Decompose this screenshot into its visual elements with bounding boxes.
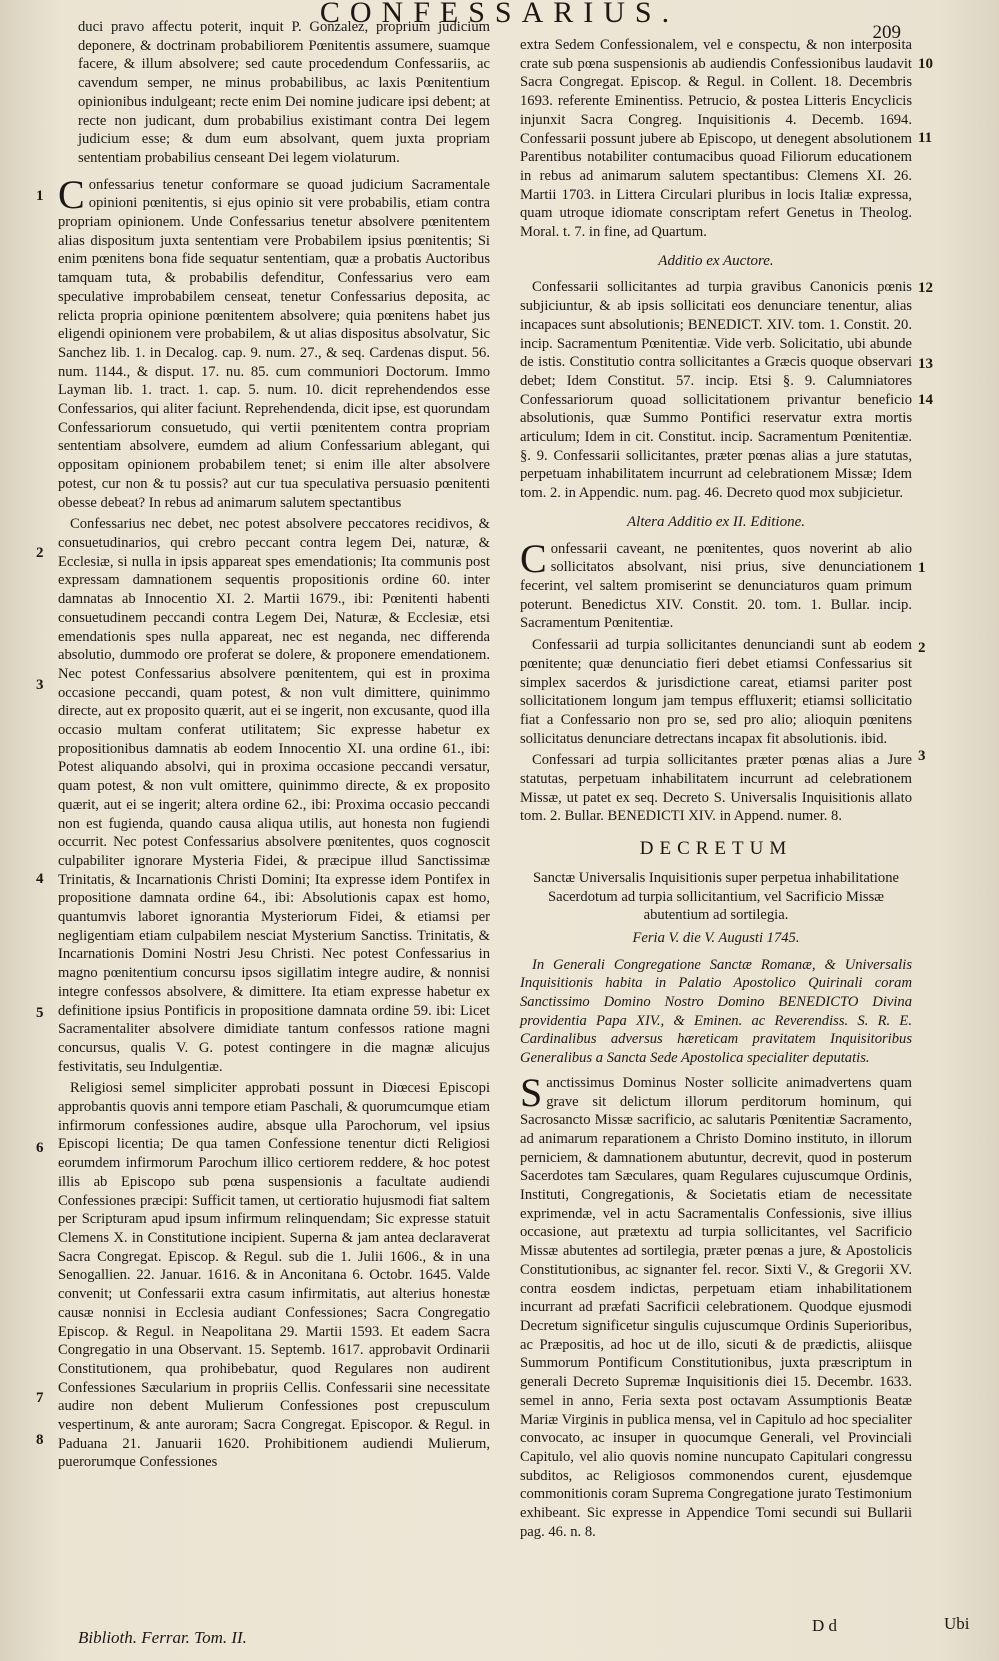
margin-number: 14 <box>918 392 933 408</box>
left-paragraph-1-text: onfessarius tenetur conformare se quoad judicium Sacramentale opinioni pœnitentis, si ejus opinio sit vere probabilis, etiam contra propriam opinionem. Unde Confessarius tenetur absolvere pœnitentem alias dispositum juxta sententiam vere Probabilem ipsius pœnitentis; Si enim pœnitens bona fide sequatur sententiam, quæ a probatis Auctoribus tamquam tuta, & probabilis defenditur, Confessarius vero eam speculative improbabilem censeat, tenetur Confessarius deposita, ac relicta propria opinione pœnitentem absolvere; quia pœnitens habet jus eligendi opinionem vere probabilem, & ut alias dispositus absolvatur, Sic Sanchez lib. 1. in Decalog. cap. 9. num. 27., & seq. Cardenas disput. 56. num. 1144., & disput. 17. nu. 85. cum communiori Doctorum. Immo Layman lib. 1. tract. 1. cap. 5. num. 10. dicit reprehendendos esse Confessarios, qui aliter faciunt. Reprehendenda, dicit ipse, est quorundam Confessariorum consuetudo, qui vertii pœnitentem contra propriam sententiam absolvere, eumdem ad alium Confessarium ablegant, qui oppositam opinionem probabilem tenet; si enim ille alter absolvere potest, cur non & tu possis? aut cur tua speculativa persuasio pœnitenti obesse debeat? In rebus ad animarum salutem spectantibus <box>58 176 490 511</box>
additio-paragraph: Confessarii sollicitantes ad turpia gravibus Canonicis pœnis subjiciuntur, & ab ipsis sollicitati eos denunciare tenentur, alias incapaces sunt absolutionis; BENEDICT. XIV. tom. 1. Constit. 20. incip. Sacramentum Pœnitentiæ. Vide verb. Solicitatio, ubi abunde de istis. Constitutio contra sollicitantes a Græcis quoque observari debet; Idem Constitut. 57. incip. Etsi §. 9. Calumniatores Confessariorum quoad sollicitationem privantur beneficio absolutionis, quæ Summo Pontifici reservatur extra mortis articulum; Idem in cit. Constitut. incip. Sacramentum Pœnitentiæ. §. 9. Confessarii sollicitantes, præter pœnas alias a jure statutas, perpetuam inhabilitatem incurrunt ad celebrationem Missæ; Idem tom. 2. in Appendic. num. pag. 46. Decreto quod mox subjicietur. <box>520 279 912 502</box>
left-paragraph-3: Religiosi semel simpliciter approbati possunt in Diœcesi Episcopi approbantis quovis anni tempore etiam Paschali, & quorumcumque etiam infirmorum confessiones audire, absque ulla Parochorum, vel ipsius Episcopi licentia; De qua tamen Confessione tenentur dicti Religiosi eorumdem infirmorum Parochum illico certiorem reddere, & hoc potest illis ab Episcopo sub pœna suspensionis a facultate audiendi Confessiones præcipi: Sufficit tamen, ut certioratio hujusmodi fiat saltem per Scripturam apud ipsum infirmum relinquendam; Sic expresse statuit Clemens X. in Constitutione incipient. Superna & jam antea declaraverat Sacra Congregat. Episcop. & Regul. sub die 1. Julii 1606., & in una Senogallien. 22. Januar. 1616. & in Anconitana 6. Octobr. 1645. Valde convenit; ut Confessarii extra casum infirmitatis, aut alterius honestæ causæ nonnisi in Ecclesia audiant Confessiones; Sacra Congregatio Episcop. & Regul. in Neapolitana 29. Martii 1593. Et eadem Sacra Congregatio in una Observant. 15. Septemb. 1617. approbavit Ordinarii Constitutionem, qua prohibebatur, quod Regulares non audirent Confessiones Sæcularium in propriis Cellis. Confessarii sine necessitate audire non debent Mulierum Confessiones post crepusculum vespertinum, & ante auroram; Sacra Congregat. Episcopor. & Regul. in Paduana 21. Januarii 1620. Prohibitionem audiendi Mulierum, puerorumque Confessiones <box>58 1080 490 1471</box>
library-mark: Biblioth. Ferrar. Tom. II. <box>78 1628 247 1647</box>
margin-number: 3 <box>918 748 926 764</box>
margin-number: 11 <box>918 130 933 146</box>
left-column <box>58 12 490 1475</box>
margin-number: 1 <box>36 188 44 204</box>
margin-number: 1 <box>918 560 926 576</box>
margin-number: 8 <box>36 1432 44 1448</box>
left-intro-paragraph: duci pravo affectu poterit, inquit P. Gonzalez, proprium judicium deponere, & doctrinam probabiliorem Pœnitentis assumere, suamque facere, & illum absolvere; sed caute procedendum Confessariis, ac cavendum semper, ne minus probabilibus, ac laxis Pœnitentium opinionibus indulgeant; recte enim Dei nomine judicare ipsi debent; at recte non judicant, dum probabilius existimant contra Dei legem judicium esse; & dum eum absolvant, quem juxta propriam sententiam probabilius censeant Dei legem violaturum. <box>78 19 490 166</box>
margin-number: 2 <box>918 640 926 656</box>
drop-cap-c: C <box>520 535 547 581</box>
page-number: 209 <box>872 22 901 43</box>
page-title: CONFESSARIUS. <box>319 0 680 29</box>
margin-number: 5 <box>36 1005 44 1021</box>
altera-additio-paragraph-2: Confessarii ad turpia sollicitantes denunciandi sunt ab eodem pœnitente; quæ denunciatio fieri debet etiamsi Confessarius sit simplex sacerdos & jurisdictione careat, etiamsi pariter post sollicitationem longum jam tempus effluxerit; etiamsi sollicitatio fiat a Confessario non pro se, sed pro alio; alioquin pœnitens sollicitatus denunciare detrectans incapax fit absolutionis. ibid. <box>520 637 912 747</box>
margin-number: 4 <box>36 871 44 887</box>
left-paragraph-2: Confessarius nec debet, nec potest absolvere peccatores recidivos, & consuetudinarios, qui crebro peccant contra legem Dei, naturæ, & Ecclesiæ, si nulla in ipsis appareat spes emendationis; Ita communis post expressam damnationem sequentis propositionis ordine 60. inter damnatas ab Innocentio XI. 2. Martii 1679., ibi: Pœnitenti habenti consuetudinem peccandi contra Legem Dei, Naturæ, & Ecclesiæ, etsi emendationis spes nulla appareat, nec est neganda, nec differenda absolutio, dummodo ore proferat se dolere, & proponere emendationem. Nec potest Confessarius absolvere pœnitentem, qui est in proxima occasione peccandi, quam potest, & non vult dimittere, quinimmo directe, aut ex proposito quærit, aut ei se ingerit, non excusante, quod illa occasio multam conferat utilitatem; Sic expresse habetur ex propositionibus damnatis ab eodem Innocentio XI. una ordine 61., ibi: Potest aliquando absolvi, qui in proxima occasione peccandi versatur, quam potest, & non vult omittere, quinimmo directe, & ex proposito quærit, aut ei se ingerit; altera ordine 62., ibi: Proxima occasio peccandi non est fugienda, quando causa aliqua utilis, aut honesta non fugiendi occurrit. Nec potest Confessarius absolvere pœnitentes, quos cognoscit culpabiliter ignorare Mysteria Fidei, & præcipue illud Sanctissimæ Trinitatis, & Incarnationis Christi Domini; Ita expresse idem Pontifex in propositione damnata ordine 64., ibi: Absolutionis capax est homo, quantumvis laboret ignorantia Mysteriorum Fidei, & etiamsi per negligentiam etiam culpabilem nesciat Mysterium Sanctiss. Trinitatis, & Incarnationis Domini Nostri Jesu Christi. Nec potest Confessarius in magno pœnitentium concursu ipsos sigillatim integre audire, & nonnisi integre confessos absolvere, & dimittere. Ita etiam expresse habetur ex definitione ipsius Pontificis in propositione damnata ordine 59. ibi: Licet Sacramentaliter absolvere dimidiate tantum confessos ratione magni concursus, qualis V. G. potest contingere in die magnæ alicujus festivitatis, seu Indulgentiæ. <box>58 516 490 1075</box>
drop-cap-c: C <box>58 171 85 217</box>
decree-date-text: Feria V. die V. Augusti 1745. <box>632 929 800 946</box>
margin-number: 7 <box>36 1390 44 1406</box>
margin-number: 10 <box>918 56 933 72</box>
decretum-title: DECRETUM <box>639 838 793 860</box>
margin-number: 3 <box>36 677 44 693</box>
margin-number: 6 <box>36 1140 44 1156</box>
catchword: Ubi <box>944 1614 970 1633</box>
margin-number: 2 <box>36 545 44 561</box>
decree-date <box>520 929 912 948</box>
section-heading-altera-additio: Altera Additio ex II. Editione. <box>626 513 805 530</box>
decree-text <box>520 1069 912 1542</box>
decretum-subtitle: Sanctæ Universalis Inquisitionis super perpetua inhabilitatione Sacerdotum ad turpia sollicitantium, vel Sacrificio Missæ abutentium ad sortilegia. <box>533 869 899 924</box>
decree-text-body: anctissimus Dominus Noster sollicite animadvertens quam grave sit delictum illorum perditorum hominum, qui Sacrosancto Missæ sacrificio, ac salutaris Pœnitentiæ Sacramento, ad animarum reparationem a Christo Domino instituto, in illorum perniciem, & damnationem abutuntur, decrevit, quod in posterum Sacerdotes tam Sæculares, quam Regulares cujuscumque Ordinis, Instituti, Congregationis, & Societatis etiam de necessitate exprimendæ, vel in actu Sacramentalis Confessionis, sive illius occasione, aut prætextu ad turpia sollicitantes, vel Sacrificio Missæ abutentes ad sortilegia, præter pœnas a jure, & Apostolicis Constitutionibus, ac signanter fel. recor. Sixti V., & Gregorii XV. contra eosdem indictas, perpetuam etiam inhabilitationem incurrant ad præfati Sacrificii celebrationem. Quodque ejusmodi Decretum significetur singulis cujuscumque Ordinis Superioribus, ac Præpositis, ad hoc ut de illo, sicuti & de prædictis, aliisque Summorum Pontificum Constitutionibus, juxta præscriptum in generali Decreto Supremæ Inquisitionis diei 15. Decembr. 1633. semel in anno, Feria sexta post octavam Assumptionis Beatæ Mariæ Virginis in publica mensa, vel in Capitulo ad hoc specialiter convocato, ac insuper in quocumque Generali, vel Provinciali Capitulo, vel alio quovis nomine nuncupato Capitulari congressu subditos, ac Religiosos commonendos curent, ejusdemque commonitionis coram Suprema Congregatione jurato Testimonium exhibeant. Sic expresse in Appendice Tomi secundi sui Bullarii pag. 46. n. 8. <box>520 1074 912 1540</box>
altera-additio-paragraph-3: Confessari ad turpia sollicitantes præter pœnas alias a Jure statutas, perpetuam inhabilitatem incurrunt ad celebrationem Missæ, ut patet ex seq. Decreto S. Universalis Inquisitionis allato tom. 2. Bullar. BENEDICTI XIV. in Append. numer. 8. <box>520 752 912 825</box>
right-column <box>520 36 912 1544</box>
altera-additio-paragraph-1-text: onfessarii caveant, ne pœnitentes, quos noverint ab alio sollicitatos absolvant, nisi prius, sive denunciationem fecerint, vel saltem promiserint se denunciaturos quam primum poterunt. Benedictus XIV. Constit. 20. tom. 1. Bullar. incip. Sacramentum Pœnitentiæ. <box>520 540 912 632</box>
altera-additio-paragraph-1 <box>520 535 912 634</box>
margin-number: 12 <box>918 280 933 296</box>
decree-preamble: In Generali Congregatione Sanctæ Romanæ, & Universalis Inquisitionis habita in Palatio Apostolico Quirinali coram Sanctissimo Domino Nostro Domino BENEDICTO Divina providentia Papa XIV., & Eminen. ac Reverendiss. S. R. E. Cardinalibus adversus hæreticam pravitatem Inquisitoribus Generalibus a Sancta Sede Apostolica specialiter deputatis. <box>520 956 912 1067</box>
left-paragraph-1 <box>58 171 490 513</box>
signature-mark: D d <box>812 1616 838 1635</box>
margin-number: 13 <box>918 356 933 372</box>
section-heading-additio: Additio ex Auctore. <box>658 252 774 269</box>
right-intro-paragraph: extra Sedem Confessionalem, vel e conspectu, & non interposita crate sub pœna suspensionis ab audiendis Confessionibus laudavit Sacra Congregat. Episcop. & Regul. in Collent. 18. Decembris 1693. referente Eminentiss. Petrucio, & postea Litteris Encyclicis injunxit Sacra Congreg. Inquisitionis 4. Decemb. 1694. Confessarii possunt jubere ab Episcopo, ut denegent absolutionem Parentibus notabiliter contumacibus quoad Filiorum educationem in rebus ad animarum salutem spectantibus: Clemens XI. 26. Martii 1703. in Littera Circulari pluribus in locis Italiæ expressa, quam utroque idiomate conscriptam refert Genetus in Theolog. Moral. t. 7. in fine, ad Quartum. <box>520 37 912 241</box>
drop-cap-s: S <box>520 1069 543 1115</box>
